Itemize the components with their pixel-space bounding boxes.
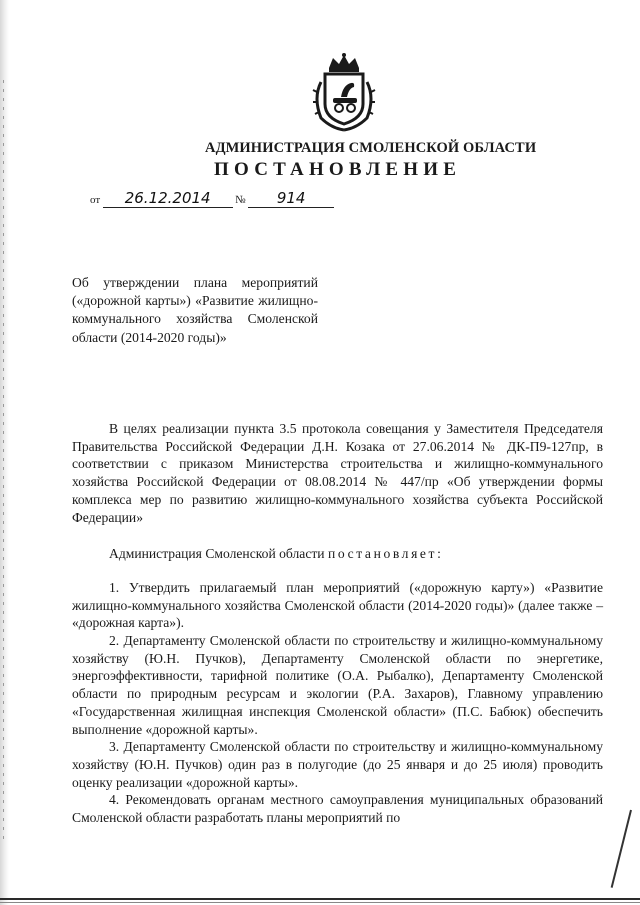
document-subject: Об утверждении плана мероприятий («дорожной карты») «Развитие жилищно-коммунального хозяйства Смоленской области (2014-2020 годы)» — [72, 275, 318, 345]
scan-bottom-edge-faint — [0, 902, 640, 903]
preamble-paragraph: В целях реализации пункта 3.5 протокола совещания у Заместителя Председателя Правительства Российской Федерации Д.Н. Козака от 27.06.2014 № ДК-П9-127пр, в соответствии с приказом Министерства строительства и жилищно-коммунального хозяйства Российской Федерации от 08.08.2014 № 447/пр «Об утверждении формы комплекса мер по развитию жилищно-коммунального хозяйства субъекта Российской Федерации» — [72, 421, 603, 525]
organization-name: АДМИНИСТРАЦИЯ СМОЛЕНСКОЙ ОБЛАСТИ — [205, 140, 537, 156]
date-label: от — [90, 194, 101, 206]
scan-left-margin — [0, 0, 9, 905]
decree-word: постановляет: — [327, 546, 444, 562]
smolensk-coat-of-arms-icon — [309, 52, 379, 132]
document-type-title: ПОСТАНОВЛЕНИЕ — [214, 159, 462, 180]
number-label: № — [235, 194, 246, 206]
decree-line — [72, 545, 603, 563]
list-item: 1. Утвердить прилагаемый план мероприятий («дорожную карту») «Развитие жилищно-коммунального хозяйства Смоленской области (2014-2020 годы)» (далее также – «дорожная карта»). — [72, 579, 603, 631]
list-item: 3. Департаменту Смоленской области по строительству и жилищно-коммунальному хозяйству (Ю.Н. Пучков) один раз в полугодие (до 25 января и до 25 июля) проводить оценку реализации «дорожной карты». — [72, 739, 603, 790]
document-body — [72, 420, 603, 827]
date-number-line — [90, 189, 334, 208]
list-item: 2. Департаменту Смоленской области по строительству и жилищно-коммунальному хозяйству (Ю.Н. Пучков), Департаменту Смоленской области по энергетике, энергоэффективности, тарифной политике (О.А. Рыбалко), Департаменту Смоленской области по природным ресурсам и экологии (Р.А. Захаров), Главному управлению «Государственная жилищная инспекция Смоленской области» (П.С. Бабюк) обеспечить выполнение «дорожной карты». — [72, 633, 603, 737]
document-date: 26.12.2014 — [103, 189, 233, 208]
document-number: 914 — [248, 189, 334, 208]
scan-corner-mark — [611, 810, 632, 888]
scan-bottom-edge — [0, 898, 640, 900]
decree-prefix: Администрация Смоленской области — [109, 546, 325, 562]
list-item: 4. Рекомендовать органам местного самоуправления муниципальных образований Смоленской области разработать планы мероприятий по — [72, 792, 603, 826]
